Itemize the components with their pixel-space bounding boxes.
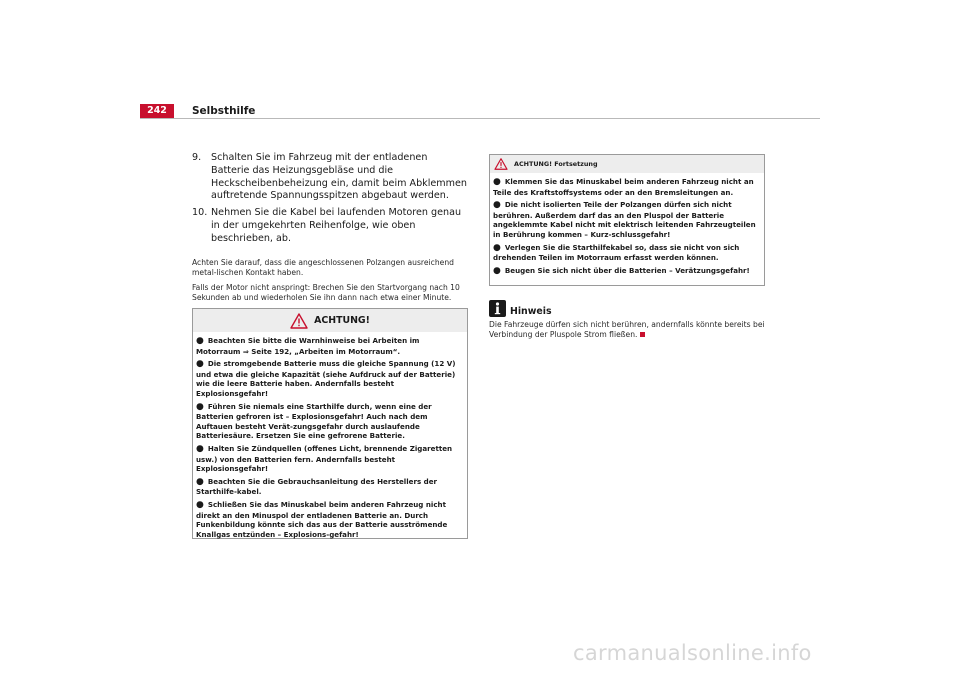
warning-bullet: ● Klemmen Sie das Minuskabel beim anderen Fahrzeug nicht an Teile des Kraftstoffsystems oder an den Bremsleitungen an.: [493, 177, 754, 197]
warning-title: ACHTUNG!: [314, 315, 370, 326]
end-of-section-mark: [640, 332, 645, 337]
warning-bullet: ● Beachten Sie die Gebrauchsanleitung des Herstellers der Starthilfe-kabel.: [196, 476, 438, 497]
warning-bullet: ● Die nicht isolierten Teile der Polzangen dürfen sich nicht berühren. Außerdem darf das an den Pluspol der Batterie angeklemmte Kabel nicht mit elektrisch leitenden Fahrzeugteilen in Berührung kommen – Kurz-schlussgefahr!: [493, 200, 756, 239]
warning-bullet: ● Die stromgebende Batterie muss die gleiche Spannung (12 V) und etwa die gleiche Kapazität (siehe Aufdruck auf der Batterie) wie die leere Batterie haben. Andernfalls besteht Explosionsgefahr!: [196, 359, 456, 398]
step-text: Nehmen Sie die Kabel bei laufenden Motoren genau in der umgekehrten Reihenfolge, wie oben beschrieben, ab.: [211, 207, 462, 244]
warning-bullet: ● Schließen Sie das Minuskabel beim anderen Fahrzeug nicht direkt an den Minuspol der entladenen Batterie an. Durch Funkenbildung könnte sich das aus der Batterie ausströmende Knallgas entzünden – Explosions-gefahr!: [196, 499, 448, 539]
warning-bullet: ● Halten Sie Zündquellen (offenes Licht, brennende Zigaretten usw.) von den Batterien fern. Andernfalls besteht Explosionsgefahr!: [196, 443, 453, 474]
watermark: carmanualsonline.info: [573, 641, 812, 665]
warning-triangle-icon: [290, 313, 308, 329]
warning-bullet: ● Führen Sie niemals eine Starthilfe durch, wenn eine der Batterien gefroren ist – Explosionsgefahr! Auch nach dem Auftauen besteht Verät-zungsgefahr durch auslaufende Batteriesäure. Ersetzen Sie eine gefrorene Batterie.: [196, 401, 432, 441]
note-text: Achten Sie darauf, dass die angeschlossenen Polzangen ausreichend metal-lischen Kontakt haben.: [192, 257, 454, 277]
info-icon: [489, 300, 506, 317]
note-text: Falls der Motor nicht anspringt: Brechen Sie den Startvorgang nach 10 Sekunden ab und wiederholen Sie ihn dann nach etwa einer Minute.: [192, 282, 460, 303]
step-number: 9.: [192, 152, 202, 163]
warning-body: [193, 332, 467, 546]
left-column: [192, 152, 468, 308]
warning-bullet: ● Beugen Sie sich nicht über die Batterien – Verätzungsgefahr!: [493, 265, 750, 276]
hinweis-title: Hinweis: [510, 306, 552, 317]
warning-title: ACHTUNG! Fortsetzung: [514, 160, 598, 168]
warning-body: [490, 173, 764, 283]
notes-block: [192, 258, 468, 304]
page-number: 242: [147, 105, 167, 116]
section-title: Selbsthilfe: [192, 105, 256, 117]
header-divider: [140, 118, 820, 119]
warning-box-left: [192, 308, 468, 539]
step-item: [192, 207, 468, 245]
step-item: [192, 152, 468, 203]
warning-header: [490, 155, 764, 173]
warning-triangle-icon: [494, 158, 508, 170]
warning-header: [193, 309, 467, 332]
hinweis-text: Die Fahrzeuge dürfen sich nicht berühren, andernfalls könnte bereits bei Verbindung der Pluspole Strom fließen.: [489, 320, 765, 340]
warning-bullet: ● Verlegen Sie die Starthilfekabel so, dass sie nicht von sich drehenden Teilen im Motorraum erfasst werden können.: [493, 242, 740, 263]
warning-bullet: ● Beachten Sie bitte die Warnhinweise bei Arbeiten im Motorraum ⇒ Seite 192, „Arbeiten im Motorraum“.: [196, 336, 420, 356]
hinweis-header: [489, 297, 765, 317]
step-text: Schalten Sie im Fahrzeug mit der entladenen Batterie das Heizungsgebläse und die Heckscheibenbeheizung ein, damit beim Abklemmen auftretende Spannungsspitzen abgebaut werden.: [211, 152, 467, 202]
hinweis-section: [489, 297, 765, 340]
warning-box-right: [489, 154, 765, 286]
step-number: 10.: [192, 207, 208, 219]
